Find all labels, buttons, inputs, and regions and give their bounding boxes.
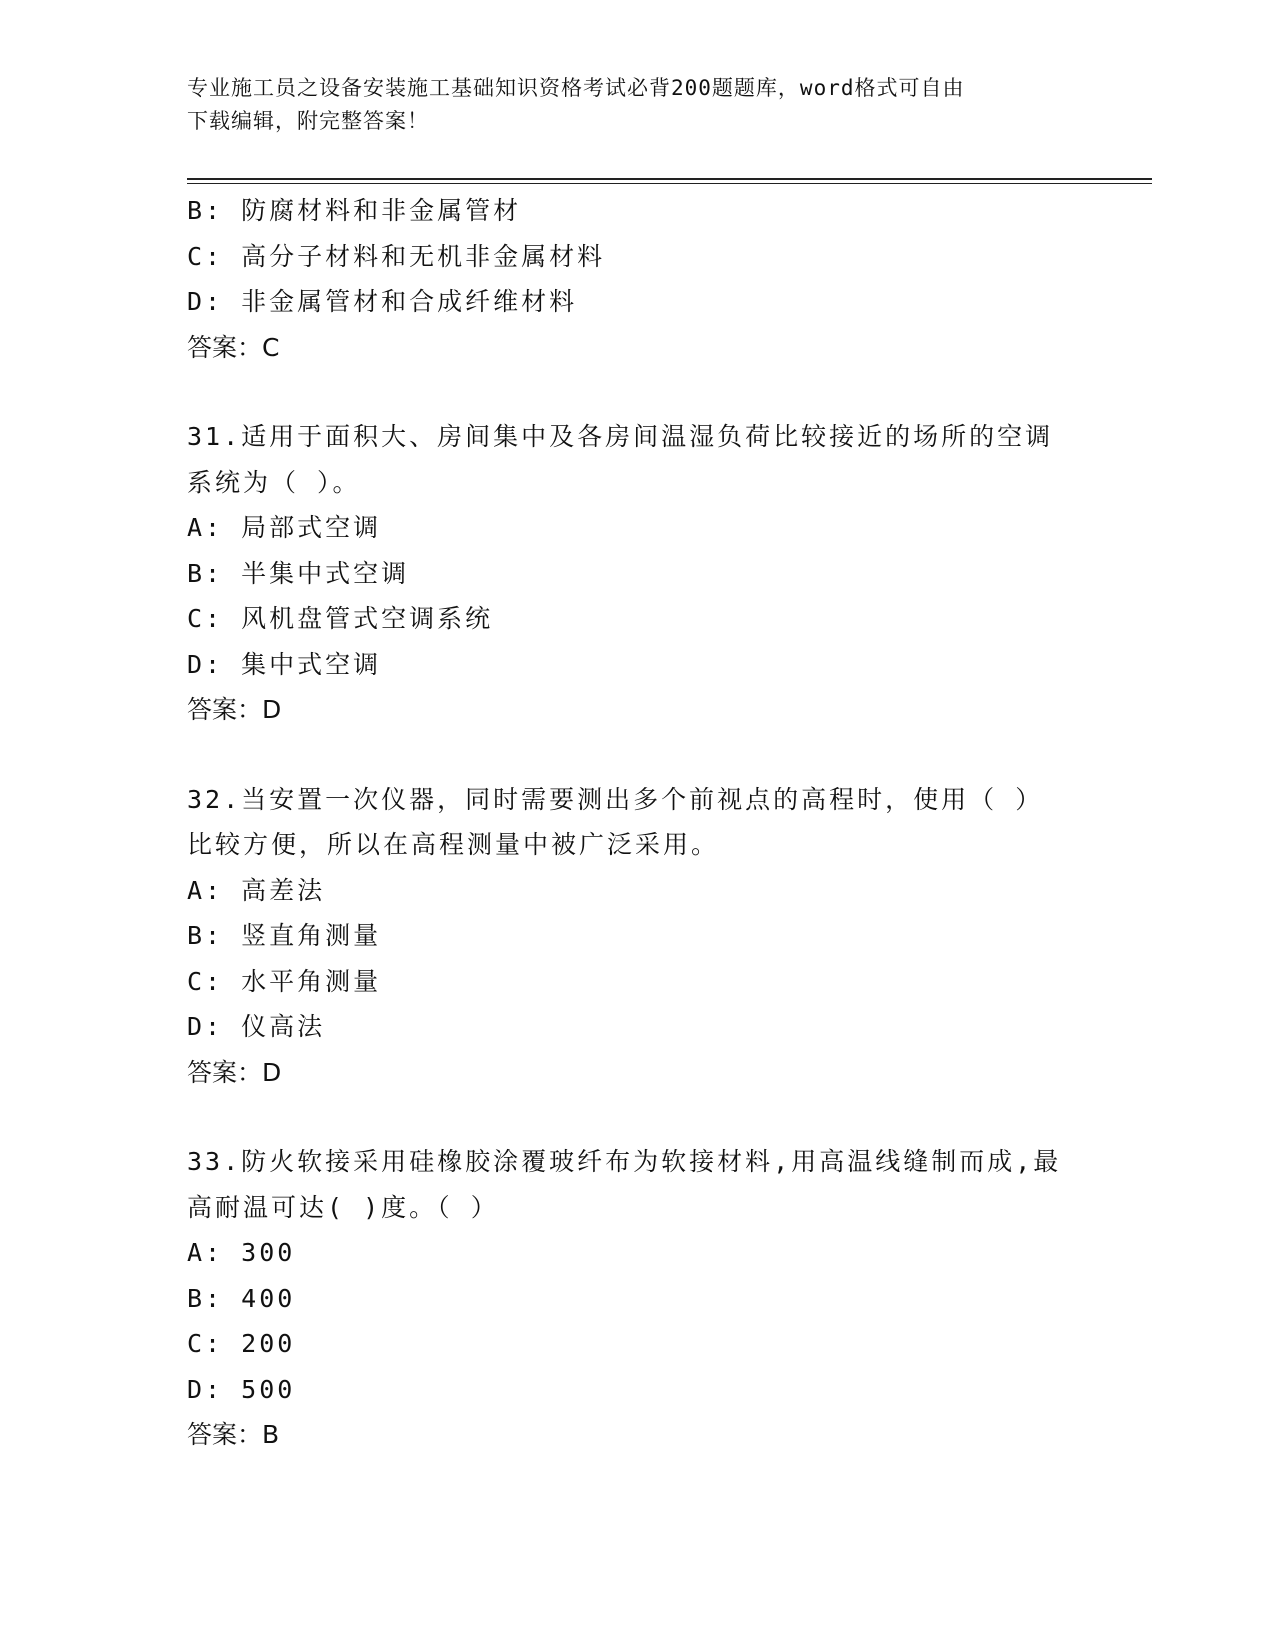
- answer-line: 答案：C: [187, 332, 280, 362]
- option-d: D: 集中式空调: [187, 649, 382, 679]
- option-c: C: 200: [187, 1329, 296, 1358]
- option-a: A: 300: [187, 1238, 296, 1267]
- option-d: D: 500: [187, 1374, 296, 1404]
- option-a: A: 局部式空调: [187, 513, 382, 542]
- option-d: D: 仪高法: [187, 1012, 326, 1041]
- answer-line: 答案：D: [187, 695, 282, 724]
- option-b: B: 400: [187, 1283, 296, 1313]
- spacer: [187, 1095, 1087, 1139]
- option-c: C: 水平角测量: [187, 966, 382, 996]
- question-32: [187, 777, 1087, 1096]
- header-line-2: 下载编辑，附完整答案！: [187, 109, 429, 133]
- header-line-1: 专业施工员之设备安装施工基础知识资格考试必背200题题库，word格式可自由: [187, 76, 965, 100]
- option-b: B: 半集中式空调: [187, 558, 410, 588]
- answer-line: 答案：D: [187, 1057, 282, 1087]
- question-content: [187, 188, 1087, 1458]
- question-stem: 32.当安置一次仪器，同时需要测出多个前视点的高程时，使用（ ）: [187, 784, 1044, 814]
- spacer: [187, 370, 1087, 414]
- option-d: D: 非金属管材和合成纤维材料: [187, 287, 578, 316]
- question-stem: 系统为（ ）。: [187, 467, 361, 497]
- spacer: [187, 733, 1087, 777]
- option-c: C: 风机盘管式空调系统: [187, 604, 494, 633]
- option-b: B: 竖直角测量: [187, 921, 382, 950]
- question-stem: 高耐温可达( )度。（ ）: [187, 1192, 499, 1222]
- question-30-tail: [187, 188, 1087, 370]
- option-c: C: 高分子材料和无机非金属材料: [187, 241, 606, 271]
- header-rule-thin: [187, 183, 1152, 184]
- option-a: A: 高差法: [187, 875, 326, 905]
- question-33: [187, 1139, 1087, 1458]
- question-31: [187, 414, 1087, 733]
- document-header: [187, 72, 1087, 138]
- option-b: B: 防腐材料和非金属管材: [187, 196, 522, 225]
- header-rule-thick: [187, 178, 1152, 180]
- question-stem: 31.适用于面积大、房间集中及各房间温湿负荷比较接近的场所的空调: [187, 422, 1054, 451]
- answer-line: 答案：B: [187, 1420, 280, 1449]
- question-stem: 比较方便，所以在高程测量中被广泛采用。: [187, 830, 720, 859]
- question-stem: 33.防火软接采用硅橡胶涂覆玻纤布为软接材料,用高温线缝制而成,最: [187, 1147, 1062, 1176]
